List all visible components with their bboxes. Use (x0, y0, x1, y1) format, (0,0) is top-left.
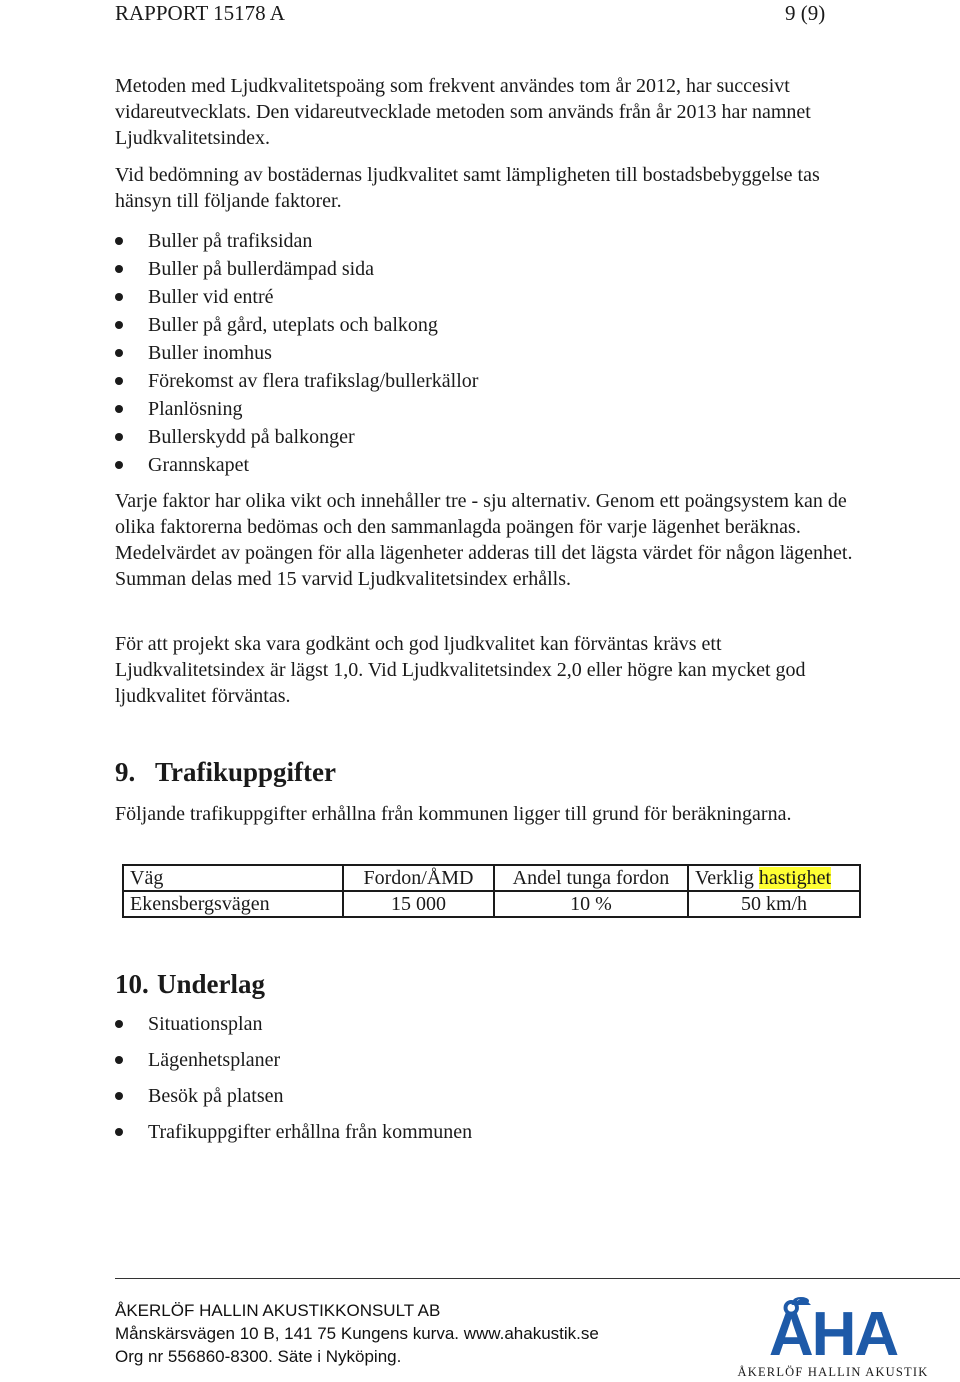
bullet-icon (115, 1056, 123, 1064)
scoring-paragraph: Varje faktor har olika vikt och innehåller tre - sju alternativ. Genom ett poängsystem kan de olika faktorerna bedömas och den sammanlagda poängen för varje lägenhet beräknas. Medelvärdet av poängen för alla lägenheter adderas till det lägsta värdet för någon lägenhet. Summan delas med 15 varvid Ljudkvalitetsindex erhålls. (115, 490, 853, 590)
header-cell: Fordon/ÅMD (343, 865, 494, 891)
section-number: 9. (115, 757, 136, 787)
aha-logo (733, 1293, 933, 1382)
bullet-icon (115, 433, 123, 441)
logo-caption: ÅKERLÖF HALLIN AKUSTIK (737, 1365, 929, 1379)
list-item: Situationsplan (115, 1006, 472, 1042)
logo-wordmark: ÅHA (768, 1300, 898, 1369)
list-item: Trafikuppgifter erhållna från kommunen (115, 1114, 472, 1150)
bullet-icon (115, 1128, 123, 1136)
header-cell: Verklig hastighet (688, 865, 860, 891)
bullet-icon (115, 293, 123, 301)
list-item: Lägenhetsplaner (115, 1042, 472, 1078)
section-9-heading (115, 756, 336, 788)
bullet-icon (115, 349, 123, 357)
bullet-icon (115, 377, 123, 385)
table-row (123, 891, 860, 917)
highlighted-text: hastighet (758, 867, 832, 889)
basis-list (115, 1006, 472, 1150)
factors-intro-paragraph: Vid bedömning av bostädernas ljudkvalitet samt lämpligheten till bostadsbebyggelse tas hänsyn till följande faktorer. (115, 164, 820, 212)
list-item: Buller vid entré (115, 283, 478, 311)
list-item: Besök på platsen (115, 1078, 472, 1114)
list-item: Buller på trafiksidan (115, 227, 478, 255)
table-cell: 15 000 (343, 891, 494, 917)
table-cell: 10 % (494, 891, 688, 917)
bullet-icon (115, 321, 123, 329)
factor-list (115, 227, 478, 479)
footer-org: Org nr 556860-8300. Säte i Nyköping. (115, 1347, 402, 1366)
list-item: Förekomst av flera trafikslag/bullerkällor (115, 367, 478, 395)
section-title: Underlag (157, 969, 265, 999)
footer-company: ÅKERLÖF HALLIN AKUSTIKKONSULT AB (115, 1301, 441, 1320)
footer-divider (115, 1278, 960, 1279)
header-cell: Väg (123, 865, 343, 891)
page-number: 9 (9) (785, 1, 826, 25)
table-header-row (123, 865, 860, 891)
intro-paragraph: Metoden med Ljudkvalitetspoäng som frekvent användes tom år 2012, har succesivt vidareutvecklats. Den vidareutvecklade metoden som används från år 2013 har namnet Ljudkvalitetsindex. (115, 75, 811, 149)
list-item: Grannskapet (115, 451, 478, 479)
section-title: Trafikuppgifter (155, 757, 336, 787)
table-cell: 50 km/h (688, 891, 860, 917)
section-number: 10. (115, 969, 149, 999)
bullet-icon (115, 237, 123, 245)
traffic-intro-paragraph: Följande trafikuppgifter erhållna från kommunen ligger till grund för beräkningarna. (115, 803, 792, 825)
bullet-icon (115, 1092, 123, 1100)
list-item: Planlösning (115, 395, 478, 423)
bullet-icon (115, 265, 123, 273)
approval-paragraph: För att projekt ska vara godkänt och god ljudkvalitet kan förväntas krävs ett Ljudkvalitetsindex är lägst 1,0. Vid Ljudkvalitetsindex 2,0 eller högre kan mycket god ljudkvalitet förväntas. (115, 633, 806, 707)
bullet-icon (115, 1020, 123, 1028)
list-item: Buller på bullerdämpad sida (115, 255, 478, 283)
table-cell: Ekensbergsvägen (123, 891, 343, 917)
list-item: Buller på gård, uteplats och balkong (115, 311, 478, 339)
bullet-icon (115, 405, 123, 413)
section-10-heading (115, 968, 265, 1000)
list-item: Buller inomhus (115, 339, 478, 367)
report-number: RAPPORT 15178 A (115, 1, 285, 25)
header-cell: Andel tunga fordon (494, 865, 688, 891)
traffic-table (122, 864, 861, 918)
footer-address: Månskärsvägen 10 B, 141 75 Kungens kurva. www.ahakustik.se (115, 1324, 599, 1343)
bullet-icon (115, 461, 123, 469)
list-item: Bullerskydd på balkonger (115, 423, 478, 451)
